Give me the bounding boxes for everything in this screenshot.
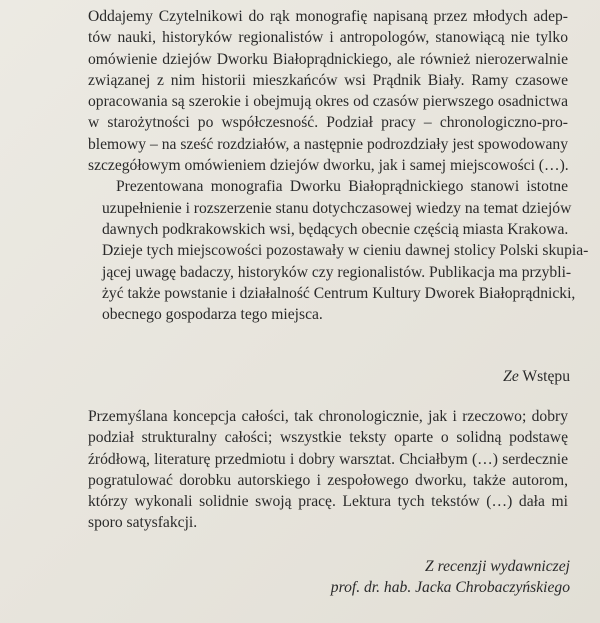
review-excerpt <box>88 406 568 534</box>
text-line: dawnych podkrakowskich wsi, będących obecnie częścią miasta Krakowa. <box>102 220 569 238</box>
text-line: jącej uwagę badaczy, historyków czy regionalistów. Publikacja ma przybli- <box>102 263 572 281</box>
text-line: Oddajemy Czytelnikowi do rąk monografię napisaną przez młodych adep- <box>88 8 568 25</box>
intro-attribution <box>503 368 570 386</box>
text-line: żyć także powstanie i działalność Centrum Kultury Dworek Białoprądnicki, <box>102 284 576 302</box>
text-line: źródłową, literaturę przedmiotu i dobry warsztat. Chciałbym (…) serdecznie <box>88 450 568 468</box>
review-attribution-line-2: prof. dr. hab. Jacka Chrobaczyńskiego <box>330 579 570 597</box>
intro-paragraph-1 <box>88 6 568 176</box>
text-line: podział strukturalny całości; wszystkie teksty oparte o solidną podstawę <box>88 429 568 447</box>
text-line: omówienie dziejów Dworku Białoprądnickiego, ale również nierozerwalnie <box>88 50 568 68</box>
text-line: Prezentowana monografia Dworku Białoprądnickiego stanowi istotne <box>116 178 568 196</box>
text-line: w starożytności po współczesność. Podział pracy – chronologiczno-pro- <box>88 114 568 132</box>
intro-excerpt <box>88 6 589 325</box>
text-line: tów nauki, historyków regionalistów i antropologów, stanowiącą nie tylko <box>88 29 568 47</box>
text-line: Dzieje tych miejscowości pozostawały w cieniu dawnej stolicy Polski skupia- <box>102 242 589 260</box>
review-attribution <box>331 556 570 599</box>
review-attribution-line-1: Z recenzji wydawniczej <box>425 558 570 575</box>
text-line: szczegółowym omówieniem dziejów dworku, jak i samej miejscowości (…). <box>88 157 569 175</box>
text-line: którzy wykonali solidnie swoją pracę. Lektura tych tekstów (…) dała mi <box>88 493 568 511</box>
text-line: Przemyślana koncepcja całości, tak chronologicznie, jak i rzeczowo; dobry <box>88 408 568 425</box>
text-line: uzupełnienie i rozszerzenie stanu dotychczasowej wiedzy na temat dziejów <box>102 199 572 217</box>
text-line: związanej z nim historii mieszkańców wsi Prądnik Biały. Ramy czasowe <box>88 71 568 89</box>
text-line: obecnego gospodarza tego miejsca. <box>102 306 323 324</box>
text-line: pogratulować dorobku autorskiego i zespołowego dworku, także autorom, <box>88 471 568 489</box>
attribution-source: Wstępu <box>522 368 570 385</box>
text-line: opracowania są szerokie i obejmują okres od czasów pierwszego osadnictwa <box>88 93 568 111</box>
intro-paragraph-2 <box>88 176 589 325</box>
text-line: sporo satysfakcji. <box>88 514 198 532</box>
review-paragraph <box>88 406 568 534</box>
attribution-prefix: Ze <box>503 368 519 385</box>
text-line: blemowy – na sześć rozdziałów, a następnie podrozdziały jest spowodowany <box>88 135 568 153</box>
